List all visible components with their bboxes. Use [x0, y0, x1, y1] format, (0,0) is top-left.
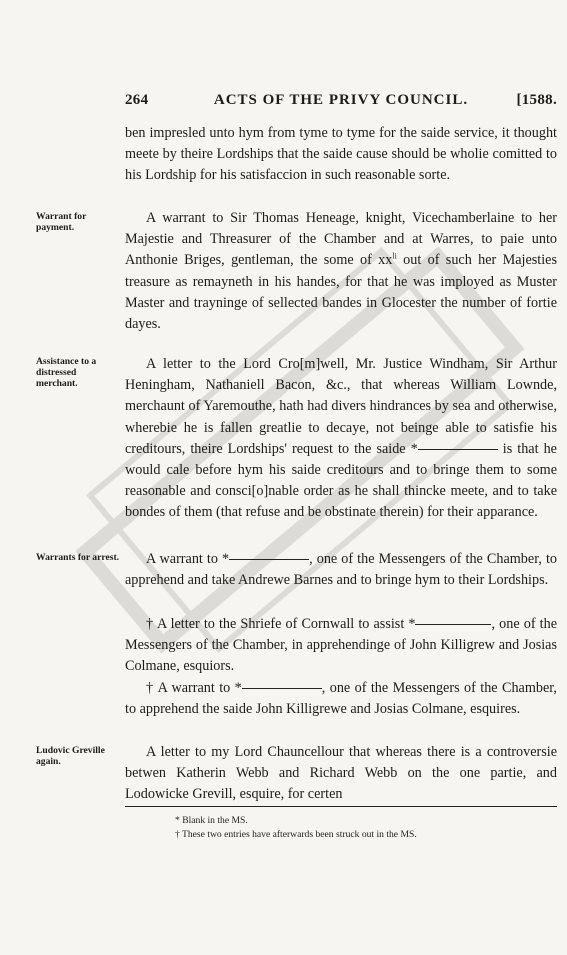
footnote-blank: * Blank in the MS. — [175, 815, 248, 826]
entry-text: A warrant to Sir Thomas Heneage, knight, Vicechamberlaine to her Majestie and Threasurer of the Chamber and at Warres, to paie unto Anthonie Briges, gentleman, the some of xx — [125, 210, 557, 269]
margin-note-greville: Ludovic Greville again. — [36, 745, 105, 767]
ms-blank — [242, 687, 322, 689]
footnotes — [175, 814, 557, 842]
entry-text: A letter to my Lord Chauncellour that whereas there is a controversie betwen Katherin Webb and Richard Webb on the one partie, and Lodowicke Grevill, esquire, for certen — [125, 744, 557, 803]
footnote-struck-out: † These two entries have afterwards been struck out in the MS. — [175, 829, 417, 840]
entry-text: A warrant to * — [146, 551, 230, 567]
header-year: [1588. — [516, 92, 557, 108]
entry-text: A letter to the Lord Cro[m]well, Mr. Justice Windham, Sir Arthur Heningham, Nathaniell Bacon, &c., that whereas William Lownde, merchaunt of Yaremouthe, hath had divers hindrances by sea and otherwise, wherebie he is fallen greatlie to decaye, not beinge able to satisfie his creditours, theire Lordships' request to the saide * — [125, 356, 557, 457]
entry-text: is that he would cale before hym his saide creditours and to bringe them to some reasonable and consci[o]nable order as he shall thincke meete, and to take bondes of them (that refuse and be obstinate therein) for their apparance. — [125, 440, 557, 521]
entry-text: , one of the Messengers of the Chamber, to apprehend and take Andrewe Barnes and to bringe hym to their Lordships. — [125, 551, 557, 589]
running-header — [125, 92, 557, 112]
intro-text: ben impresled unto hym from tyme to tyme for the saide service, it thought meete by theire Lordships that the saide cause should be wholie comitted to his Lordship for his satisfaccion in such reasonable sorte. — [125, 125, 557, 184]
margin-note-warrant-payment: Warrant for payment. — [36, 211, 87, 233]
ms-blank — [415, 623, 491, 625]
entry-warrant-payment — [125, 208, 557, 335]
margin-note-warrants-arrest: Warrants for arrest. — [36, 552, 120, 563]
entry-text: , one of the Messengers of the Chamber, in apprehendinge of John Killigrew and Josias Colmane, esquiors. — [125, 616, 557, 675]
entry-text: , one of the Messengers of the Chamber, to apprehend the saide John Killigrewe and Josias Colmane, esquires. — [125, 680, 557, 718]
running-title: ACTS OF THE PRIVY COUNCIL. — [213, 92, 469, 108]
margin-note-distressed-merchant: Assistance to a distressed merchant. — [36, 356, 97, 389]
entry-text: † A letter to the Shriefe of Cornwall to assist * — [146, 616, 416, 632]
sterling-superscript: li — [392, 251, 397, 261]
entry-distressed-merchant — [125, 354, 557, 524]
intro-paragraph — [125, 123, 557, 187]
ms-blank — [418, 448, 498, 450]
entry-letter-chauncellour — [125, 742, 557, 806]
entry-warrant-killigrewe — [125, 678, 557, 720]
footnote-rule — [125, 806, 557, 807]
page-number: 264 — [125, 92, 149, 108]
ms-blank — [229, 558, 309, 560]
entry-text: out of such her Majesties treasure as remayneth in his handes, for that he was imployed as Muster Master and trayninge of sellected bandes in Glocester the number of fortie dayes. — [125, 252, 557, 333]
entry-warrant-barnes — [125, 549, 557, 591]
entry-letter-cornwall — [125, 614, 557, 678]
entry-text: † A warrant to * — [146, 680, 242, 696]
